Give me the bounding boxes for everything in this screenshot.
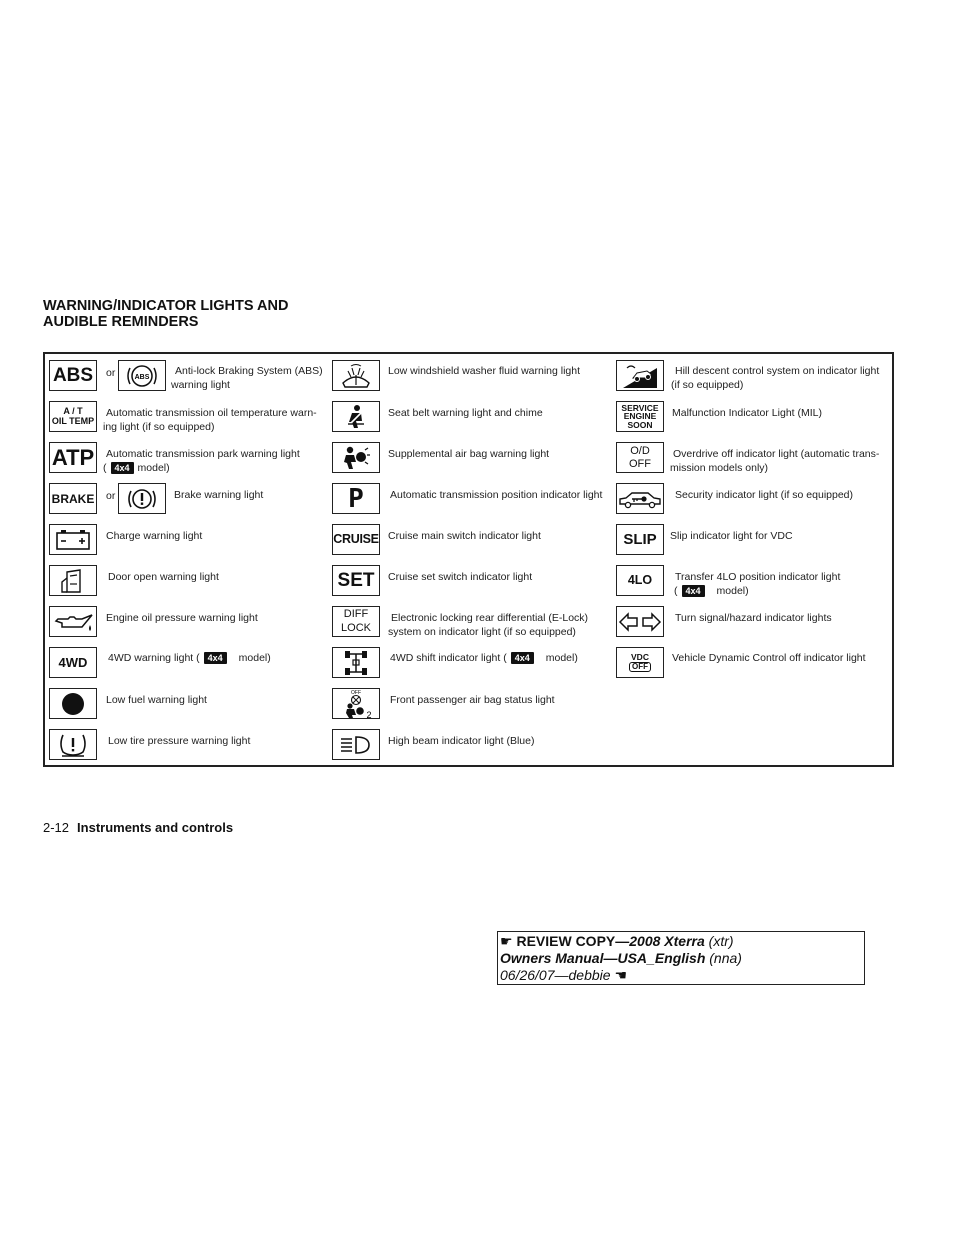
svg-text:ABS: ABS: [134, 373, 150, 381]
abs-icon: ABS: [49, 360, 97, 391]
slip-icon: SLIP: [616, 524, 664, 555]
4wd-warning-text: 4WD warning light ( 4x4 model): [108, 652, 271, 664]
oil-can-icon: [49, 606, 97, 637]
4x4-badge: 4x4: [682, 585, 705, 597]
hill-descent-text: Hill descent control system on indicator light (if so equipped): [671, 365, 880, 391]
od-off-icon: O/D OFF: [616, 442, 664, 473]
passenger-airbag-status-icon: [332, 688, 380, 719]
e-lock-text: Electronic locking rear differential (E-Lock) system on indicator light (if so equipped): [388, 612, 589, 638]
atp-text: Automatic transmission park warning light ( 4x4 model): [103, 448, 300, 474]
hill-descent-icon: [616, 360, 664, 391]
4x4-badge: 4x4: [511, 652, 534, 664]
high-beam-text: High beam indicator light (Blue): [388, 735, 535, 747]
cruise-set-text: Cruise set switch indicator light: [388, 571, 533, 583]
security-car-key-icon: [616, 483, 664, 514]
off-label: OFF: [351, 689, 361, 696]
service-engine-soon-icon: SERVICE ENGINE SOON: [616, 401, 664, 432]
tire-pressure-text: Low tire pressure warning light: [108, 735, 251, 747]
oil-pressure-text: Engine oil pressure warning light: [106, 612, 258, 624]
park-position-icon: P: [332, 483, 380, 514]
cruise-text: Cruise main switch indicator light: [388, 530, 541, 542]
4wd-icon: 4WD: [49, 647, 97, 678]
4lo-text: Transfer 4LO position indicator light ( 4x4 model): [674, 571, 841, 597]
washer-fluid-text: Low windshield washer fluid warning light: [388, 365, 581, 377]
abs-circle-icon: [118, 360, 166, 391]
4x4-badge: 4x4: [204, 652, 227, 664]
cruise-icon: CRUISE: [332, 524, 380, 555]
at-position-text: Automatic transmission position indicator light: [390, 489, 603, 501]
4x4-badge: 4x4: [111, 462, 134, 474]
passenger-airbag-text: Front passenger air bag status light: [390, 694, 555, 706]
airbag-text: Supplemental air bag warning light: [388, 448, 550, 460]
abs-text: Anti-lock Braking System (ABS) warning light: [171, 365, 323, 391]
seat-belt-icon: [332, 401, 380, 432]
tire-pressure-icon: [49, 729, 97, 760]
hand-left-icon: ☚: [614, 967, 627, 983]
page-number: 2-12: [43, 820, 70, 835]
at-oil-temp-text: Automatic transmission oil temperature warn- ing light (if so equipped): [103, 407, 317, 433]
set-icon: SET: [332, 565, 380, 596]
brake-text: Brake warning light: [174, 489, 264, 501]
vdc-off-icon: VDC OFF: [616, 647, 664, 678]
at-oil-temp-icon: A / T OIL TEMP: [49, 401, 97, 432]
or-label: or: [106, 490, 116, 502]
high-beam-icon: [332, 729, 380, 760]
4lo-icon: 4LO: [616, 565, 664, 596]
section-name: Instruments and controls: [77, 820, 234, 835]
page-footer: [43, 820, 233, 835]
fuel-dot-icon: [49, 688, 97, 719]
atp-icon: ATP: [49, 442, 97, 473]
airbag-icon: [332, 442, 380, 473]
turn-signal-text: Turn signal/hazard indicator lights: [675, 612, 832, 624]
turn-signal-icon: [616, 606, 664, 637]
status-number: 2: [366, 709, 372, 719]
mil-text: Malfunction Indicator Light (MIL): [672, 407, 822, 419]
slip-text: Slip indicator light for VDC: [670, 530, 793, 542]
washer-fluid-icon: [332, 360, 380, 391]
review-copy-box: ☛ REVIEW COPY—2008 Xterra (xtr) Owners Manual—USA_English (nna) 06/26/07—debbie ☚: [497, 931, 865, 985]
diff-lock-icon: DIFF LOCK: [332, 606, 380, 637]
4wd-shift-icon: [332, 647, 380, 678]
brake-circle-icon: [118, 483, 166, 514]
charge-text: Charge warning light: [106, 530, 203, 542]
vdc-off-text: Vehicle Dynamic Control off indicator light: [672, 652, 866, 664]
indicator-lights-table: [43, 352, 894, 767]
battery-icon: [49, 524, 97, 555]
brake-icon: BRAKE: [49, 483, 97, 514]
low-fuel-text: Low fuel warning light: [106, 694, 207, 706]
hand-right-icon: ☛: [500, 933, 513, 949]
section-title: WARNING/INDICATOR LIGHTS AND AUDIBLE REMINDERS: [43, 298, 289, 330]
overdrive-off-text: Overdrive off indicator light (automatic trans- mission models only): [670, 448, 880, 474]
seat-belt-text: Seat belt warning light and chime: [388, 407, 543, 419]
or-label: or: [106, 367, 116, 379]
4wd-shift-text: 4WD shift indicator light ( 4x4 model): [390, 652, 578, 664]
security-text: Security indicator light (if so equipped): [675, 489, 854, 501]
door-open-icon: [49, 565, 97, 596]
door-open-text: Door open warning light: [108, 571, 219, 583]
